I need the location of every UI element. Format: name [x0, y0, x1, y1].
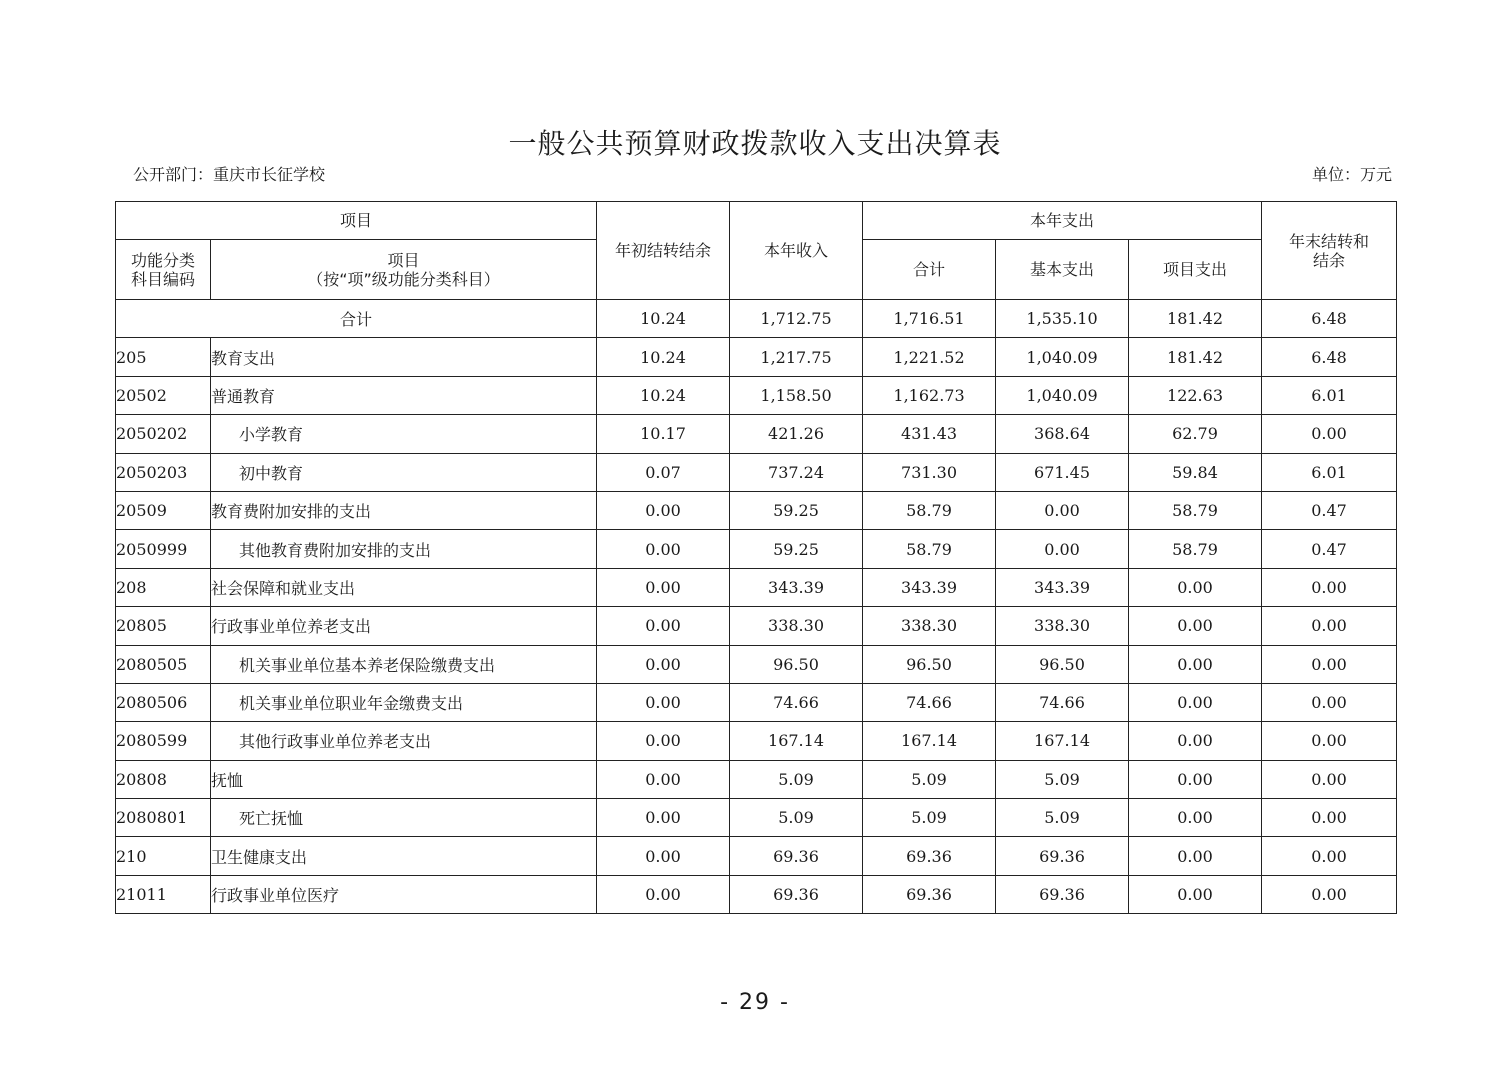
header-closing-balance: 年末结转和 结余	[1262, 202, 1397, 300]
header-exp-project: 项目支出	[1129, 240, 1262, 300]
row-value: 96.50	[863, 645, 996, 683]
row-value: 343.39	[996, 568, 1129, 606]
row-value: 59.25	[730, 491, 863, 529]
header-item-group: 项目	[116, 202, 597, 240]
row-value: 368.64	[996, 415, 1129, 453]
page-title: 一般公共预算财政拨款收入支出决算表	[508, 127, 1002, 160]
department-label: 公开部门：重庆市长征学校	[133, 165, 326, 184]
row-value: 338.30	[996, 607, 1129, 645]
row-value: 69.36	[730, 875, 863, 913]
budget-table	[115, 201, 1397, 914]
row-value: 167.14	[730, 722, 863, 760]
page-number: - 29 -	[720, 990, 790, 1015]
row-value: 0.00	[597, 683, 730, 721]
row-code: 20805	[116, 607, 211, 645]
row-value: 5.09	[996, 799, 1129, 837]
table-row	[116, 415, 1397, 453]
row-value: 58.79	[1129, 530, 1262, 568]
row-value: 69.36	[730, 837, 863, 875]
row-value: 0.00	[597, 568, 730, 606]
total-value: 1,716.51	[863, 300, 996, 338]
row-value: 122.63	[1129, 376, 1262, 414]
table-row	[116, 338, 1397, 376]
row-value: 1,158.50	[730, 376, 863, 414]
row-value: 0.00	[1262, 683, 1397, 721]
header-exp-total: 合计	[863, 240, 996, 300]
header-expenditure-group: 本年支出	[863, 202, 1262, 240]
row-value: 0.00	[1262, 645, 1397, 683]
row-value: 69.36	[863, 837, 996, 875]
row-value: 0.00	[1129, 645, 1262, 683]
row-code: 208	[116, 568, 211, 606]
row-value: 74.66	[863, 683, 996, 721]
row-value: 0.00	[1262, 760, 1397, 798]
row-value: 181.42	[1129, 338, 1262, 376]
row-value: 1,221.52	[863, 338, 996, 376]
row-value: 0.00	[1262, 837, 1397, 875]
row-value: 0.07	[597, 453, 730, 491]
row-value: 74.66	[730, 683, 863, 721]
row-value: 59.25	[730, 530, 863, 568]
row-value: 6.01	[1262, 376, 1397, 414]
row-value: 0.00	[597, 875, 730, 913]
row-value: 69.36	[996, 875, 1129, 913]
row-value: 5.09	[730, 799, 863, 837]
row-value: 0.00	[1262, 568, 1397, 606]
row-value: 0.00	[996, 530, 1129, 568]
row-value: 338.30	[730, 607, 863, 645]
row-name: 行政事业单位医疗	[211, 875, 597, 913]
row-value: 0.00	[1262, 875, 1397, 913]
row-value: 59.84	[1129, 453, 1262, 491]
table-row	[116, 568, 1397, 606]
row-value: 0.00	[1129, 607, 1262, 645]
row-value: 731.30	[863, 453, 996, 491]
total-value: 1,535.10	[996, 300, 1129, 338]
row-value: 1,040.09	[996, 376, 1129, 414]
row-value: 5.09	[863, 799, 996, 837]
row-name: 其他行政事业单位养老支出	[211, 722, 597, 760]
row-value: 96.50	[730, 645, 863, 683]
row-code: 2080599	[116, 722, 211, 760]
row-value: 0.00	[1129, 875, 1262, 913]
row-value: 1,162.73	[863, 376, 996, 414]
row-name: 其他教育费附加安排的支出	[211, 530, 597, 568]
row-value: 0.00	[1262, 607, 1397, 645]
row-code: 20502	[116, 376, 211, 414]
row-name: 小学教育	[211, 415, 597, 453]
row-value: 0.00	[1129, 799, 1262, 837]
row-code: 20808	[116, 760, 211, 798]
row-code: 2080801	[116, 799, 211, 837]
row-value: 96.50	[996, 645, 1129, 683]
table-row	[116, 453, 1397, 491]
table-row	[116, 607, 1397, 645]
row-value: 343.39	[730, 568, 863, 606]
row-value: 421.26	[730, 415, 863, 453]
total-label: 合计	[116, 300, 597, 338]
table-row	[116, 760, 1397, 798]
total-row	[116, 300, 1397, 338]
unit-label: 单位：万元	[1311, 165, 1392, 184]
row-value: 0.00	[1129, 837, 1262, 875]
table-row	[116, 722, 1397, 760]
row-code: 2080505	[116, 645, 211, 683]
table-row	[116, 491, 1397, 529]
row-code: 205	[116, 338, 211, 376]
table-row	[116, 875, 1397, 913]
row-name: 教育费附加安排的支出	[211, 491, 597, 529]
row-value: 5.09	[996, 760, 1129, 798]
row-value: 0.00	[1129, 568, 1262, 606]
row-value: 0.00	[597, 837, 730, 875]
row-name: 抚恤	[211, 760, 597, 798]
row-value: 0.00	[1262, 415, 1397, 453]
row-value: 167.14	[863, 722, 996, 760]
total-value: 1,712.75	[730, 300, 863, 338]
row-value: 1,217.75	[730, 338, 863, 376]
table-row	[116, 837, 1397, 875]
row-value: 58.79	[863, 491, 996, 529]
row-value: 343.39	[863, 568, 996, 606]
row-value: 10.24	[597, 338, 730, 376]
row-value: 69.36	[863, 875, 996, 913]
row-value: 0.00	[1129, 760, 1262, 798]
row-value: 671.45	[996, 453, 1129, 491]
row-value: 0.00	[1129, 683, 1262, 721]
row-code: 210	[116, 837, 211, 875]
row-name: 教育支出	[211, 338, 597, 376]
row-code: 2050999	[116, 530, 211, 568]
row-value: 737.24	[730, 453, 863, 491]
table-row	[116, 799, 1397, 837]
row-name: 普通教育	[211, 376, 597, 414]
row-value: 0.47	[1262, 491, 1397, 529]
row-code: 2050202	[116, 415, 211, 453]
row-value: 0.00	[597, 491, 730, 529]
row-value: 0.00	[597, 799, 730, 837]
row-value: 167.14	[996, 722, 1129, 760]
row-value: 338.30	[863, 607, 996, 645]
row-value: 69.36	[996, 837, 1129, 875]
row-value: 10.24	[597, 376, 730, 414]
header-item-name: 项目 （按“项”级功能分类科目）	[211, 240, 597, 300]
row-value: 0.00	[597, 530, 730, 568]
row-code: 2080506	[116, 683, 211, 721]
header-code: 功能分类 科目编码	[116, 240, 211, 300]
row-name: 初中教育	[211, 453, 597, 491]
row-value: 0.00	[1262, 722, 1397, 760]
header-opening-balance: 年初结转结余	[597, 202, 730, 300]
row-value: 0.00	[1129, 722, 1262, 760]
row-name: 社会保障和就业支出	[211, 568, 597, 606]
header-income: 本年收入	[730, 202, 863, 300]
row-value: 62.79	[1129, 415, 1262, 453]
row-value: 431.43	[863, 415, 996, 453]
header-exp-basic: 基本支出	[996, 240, 1129, 300]
total-value: 181.42	[1129, 300, 1262, 338]
row-name: 死亡抚恤	[211, 799, 597, 837]
row-code: 21011	[116, 875, 211, 913]
row-value: 58.79	[1129, 491, 1262, 529]
row-name: 机关事业单位职业年金缴费支出	[211, 683, 597, 721]
row-value: 0.00	[996, 491, 1129, 529]
row-value: 0.00	[597, 722, 730, 760]
row-value: 74.66	[996, 683, 1129, 721]
row-value: 6.48	[1262, 338, 1397, 376]
row-value: 0.00	[597, 760, 730, 798]
table-row	[116, 645, 1397, 683]
row-code: 2050203	[116, 453, 211, 491]
row-value: 0.00	[597, 645, 730, 683]
row-value: 0.47	[1262, 530, 1397, 568]
row-code: 20509	[116, 491, 211, 529]
row-value: 6.01	[1262, 453, 1397, 491]
row-name: 行政事业单位养老支出	[211, 607, 597, 645]
total-value: 10.24	[597, 300, 730, 338]
row-value: 5.09	[730, 760, 863, 798]
total-value: 6.48	[1262, 300, 1397, 338]
row-value: 10.17	[597, 415, 730, 453]
table-row	[116, 376, 1397, 414]
table-row	[116, 530, 1397, 568]
row-name: 机关事业单位基本养老保险缴费支出	[211, 645, 597, 683]
row-name: 卫生健康支出	[211, 837, 597, 875]
row-value: 1,040.09	[996, 338, 1129, 376]
row-value: 0.00	[1262, 799, 1397, 837]
row-value: 5.09	[863, 760, 996, 798]
row-value: 58.79	[863, 530, 996, 568]
row-value: 0.00	[597, 607, 730, 645]
table-row	[116, 683, 1397, 721]
